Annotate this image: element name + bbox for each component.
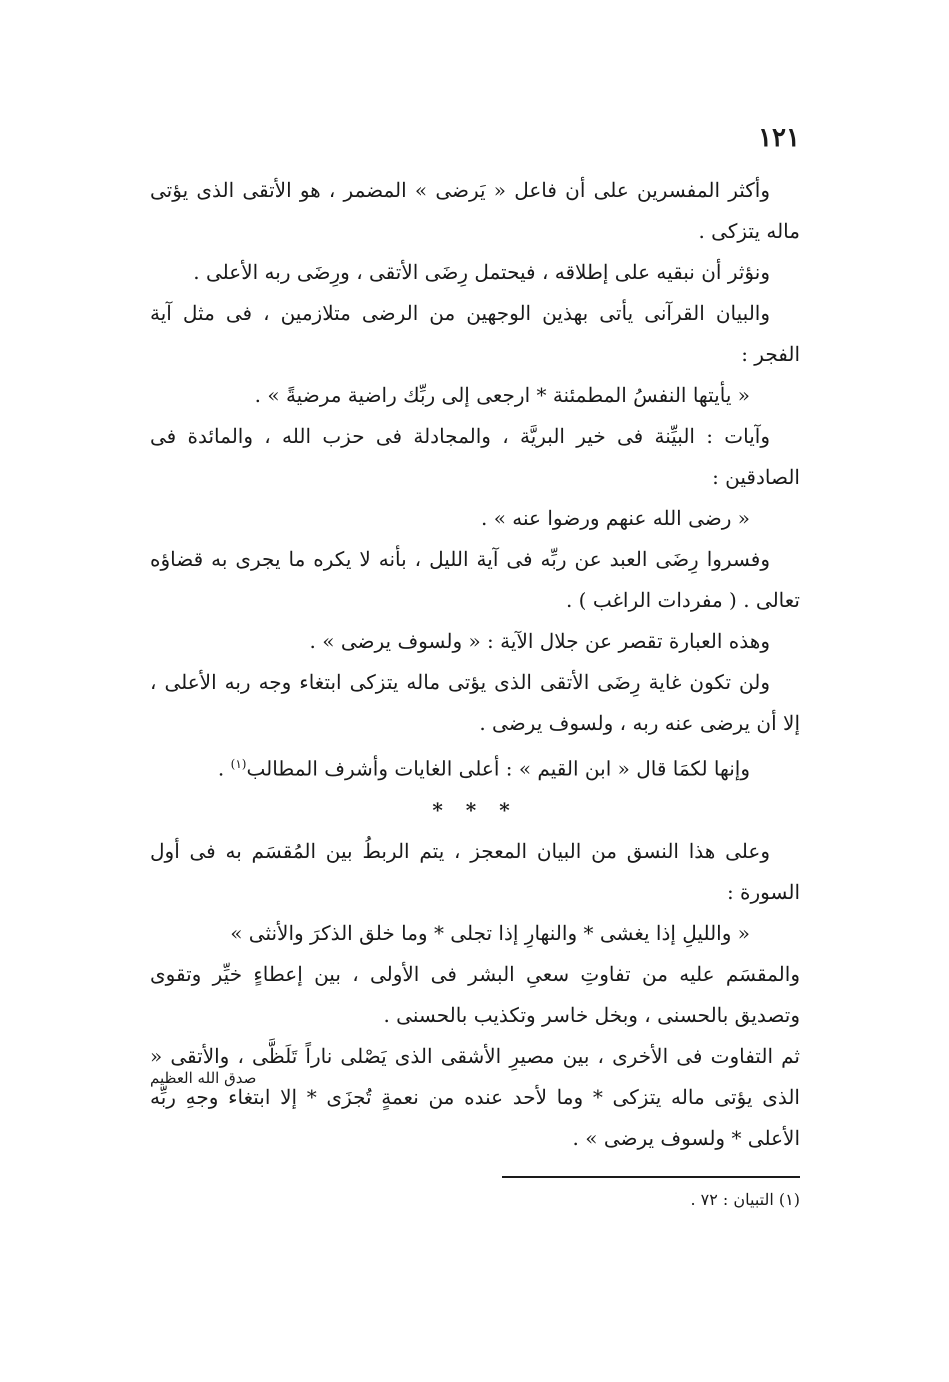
quoted-verse: « رضى الله عنهم ورضوا عنه » . bbox=[480, 506, 750, 530]
main-text bbox=[150, 170, 800, 1159]
paragraph: والبيان القرآنى يأتى بهذين الوجهين من الرضى متلازمين ، فى مثل آية الفجر : bbox=[150, 301, 800, 366]
page-number: ١٢١ bbox=[758, 123, 800, 153]
book-page bbox=[150, 118, 800, 1338]
paragraph: ثم التفاوت فى الأخرى ، بين مصيرِ الأشقى الذى يَصْلى ناراً تَلَظَّى ، والأتقى « الذى يؤتى ماله يتزكى * وما لأحد عنده من نعمةٍ تُجزَى * إلا ابتغاء وجهِ ربِّه الأعلى * ولسوف يرضى » . bbox=[150, 1043, 801, 1150]
paragraph-text: وإنها لكمَا قال « ابن القيم » : أعلى الغايات وأشرف المطالب bbox=[246, 756, 750, 781]
footnote: (١) التبيان : ٧٢ . bbox=[690, 1190, 800, 1209]
paragraph: وعلى هذا النسق من البيان المعجز ، يتم الربطُ بين المُقسَم به فى أول السورة : bbox=[150, 838, 800, 904]
closing-phrase: صدق الله العظيم bbox=[150, 1069, 257, 1087]
footnote-marker: (١) bbox=[230, 757, 247, 771]
paragraph: وآيات : البيِّنة فى خير البريَّة ، والمجادلة فى حزب الله ، والمائدة فى الصادقين : bbox=[150, 424, 800, 489]
footnote-divider bbox=[502, 1176, 800, 1178]
paragraph: وهذه العبارة تقصر عن جلال الآية : « ولسوف يرضى » . bbox=[309, 629, 770, 653]
paragraph-with-footnote bbox=[150, 744, 800, 790]
paragraph: والمقسَم عليه من تفاوتِ سعىِ البشر فى الأولى ، بين إعطاءٍ خيِّر وتقوى وتصديق بالحسنى ، وبخل خاسر وتكذيب بالحسنى . bbox=[150, 961, 800, 1027]
paragraph-end: . bbox=[217, 756, 231, 781]
quoted-verse: « والليلِ إذا يغشى * والنهارِ إذا تجلى * وما خلق الذكرَ والأنثى » bbox=[230, 920, 750, 945]
paragraph: وفسروا رِضَى العبد عن ربِّه فى آية الليل ، بأنه لا يكره ما يجرى به قضاؤه تعالى . ( مفردات الراغب ) . bbox=[150, 547, 800, 612]
paragraph: ولن تكون غاية رِضَى الأتقى الذى يؤتى ماله يتزكى ابتغاء وجه ربه الأعلى ، إلا أن يرضى عنه ربه ، ولسوف يرضى . bbox=[150, 670, 800, 735]
paragraph: وأكثر المفسرين على أن فاعل « يَرضى » المضمر ، هو الأتقى الذى يؤتى ماله يتزكى . bbox=[150, 178, 800, 243]
paragraph: ونؤثر أن نبقيه على إطلاقه ، فيحتمل رِضَى الأتقى ، ورِضَى ربه الأعلى . bbox=[193, 260, 770, 284]
section-separator: * * * bbox=[432, 797, 518, 822]
quoted-verse: « يأيتها النفسُ المطمئنة * ارجعى إلى ربِّك راضية مرضيةً » . bbox=[254, 383, 750, 407]
